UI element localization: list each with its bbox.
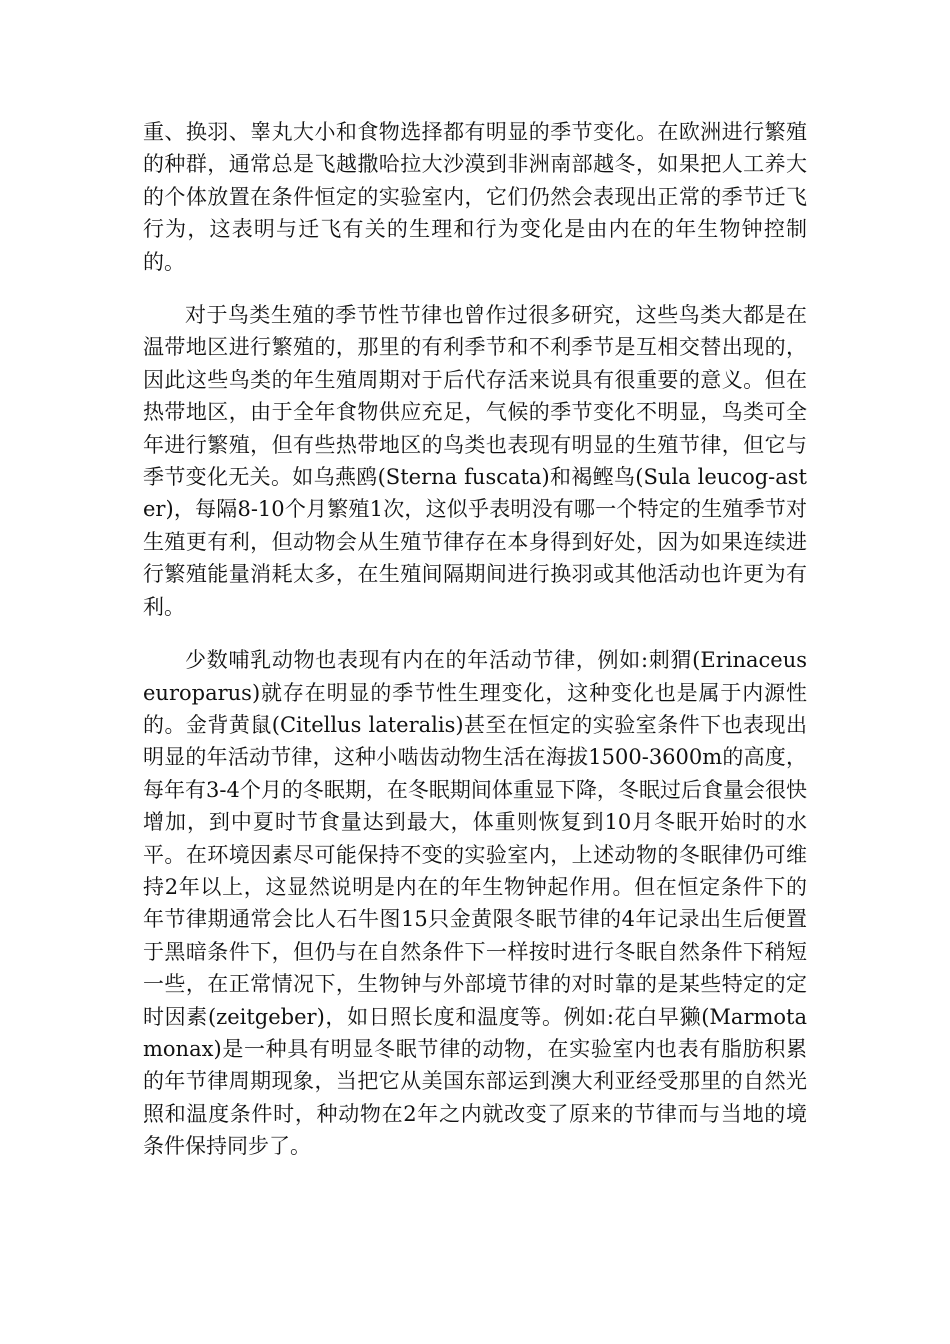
paragraph-bird-migration: 重、换羽、睾丸大小和食物选择都有明显的季节变化。在欧洲进行繁殖的种群，通常总是飞越撒哈拉大沙漠到非洲南部越冬，如果把人工养大的个体放置在条件恒定的实验室内，它们仍然会表现出正常的季节迁飞行为，这表明与迁飞有关的生理和行为变化是由内在的年生物钟控制的。 <box>143 120 807 274</box>
document-page <box>143 116 807 1184</box>
paragraph-bird-reproduction: 对于鸟类生殖的季节性节律也曾作过很多研究，这些鸟类大都是在温带地区进行繁殖的，那里的有利季节和不利季节是互相交替出现的，因此这些鸟类的年生殖周期对于后代存活来说具有很重要的意义。但在热带地区，由于全年食物供应充足，气候的季节变化不明显，鸟类可全年进行繁殖，但有些热带地区的鸟类也表现有明显的生殖节律，但它与季节变化无关。如乌燕鸥(Sterna fuscata)和褐鲣鸟(Sula leucog-aster)，每隔8-10个月繁殖1次，这似乎表明没有哪一个特定的生殖季节对生殖更有利，但动物会从生殖节律存在本身得到好处，因为如果连续进行繁殖能量消耗太多，在生殖间隔期间进行换羽或其他活动也许更为有利。 <box>143 303 807 619</box>
paragraph-mammal-rhythm: 少数哺乳动物也表现有内在的年活动节律，例如:刺猬(Erinaceus europarus)就存在明显的季节性生理变化，这种变化也是属于内源性的。金背黄鼠(Citellus lateralis)甚至在恒定的实验室条件下也表现出明显的年活动节律，这种小啮齿动物生活在海拔1500-3600m的高度，每年有3-4个月的冬眠期，在冬眠期间体重显下降，冬眠过后食量会很快增加，到中夏时节食量达到最大，体重则恢复到10月冬眠开始时的水平。在环境因素尽可能保持不变的实验室内，上述动物的冬眠律仍可维持2年以上，这显然说明是内在的年生物钟起作用。但在恒定条件下的年节律期通常会比人石牛图15只金黄限冬眠节律的4年记录出生后便置于黑暗条件下，但仍与在自然条件下一样按时进行冬眠自然条件下稍短一些，在正常情况下，生物钟与外部境节律的对时靠的是某些特定的定时因素(zeitgeber)，如日照长度和温度等。例如:花白早獭(Marmota monax)是一种具有明显冬眠节律的动物，在实验室内也表有脂肪积累的年节律周期现象，当把它从美国东部运到澳大利亚经受那里的自然光照和温度条件时，种动物在2年之内就改变了原来的节律而与当地的境条件保持同步了。 <box>143 648 807 1159</box>
